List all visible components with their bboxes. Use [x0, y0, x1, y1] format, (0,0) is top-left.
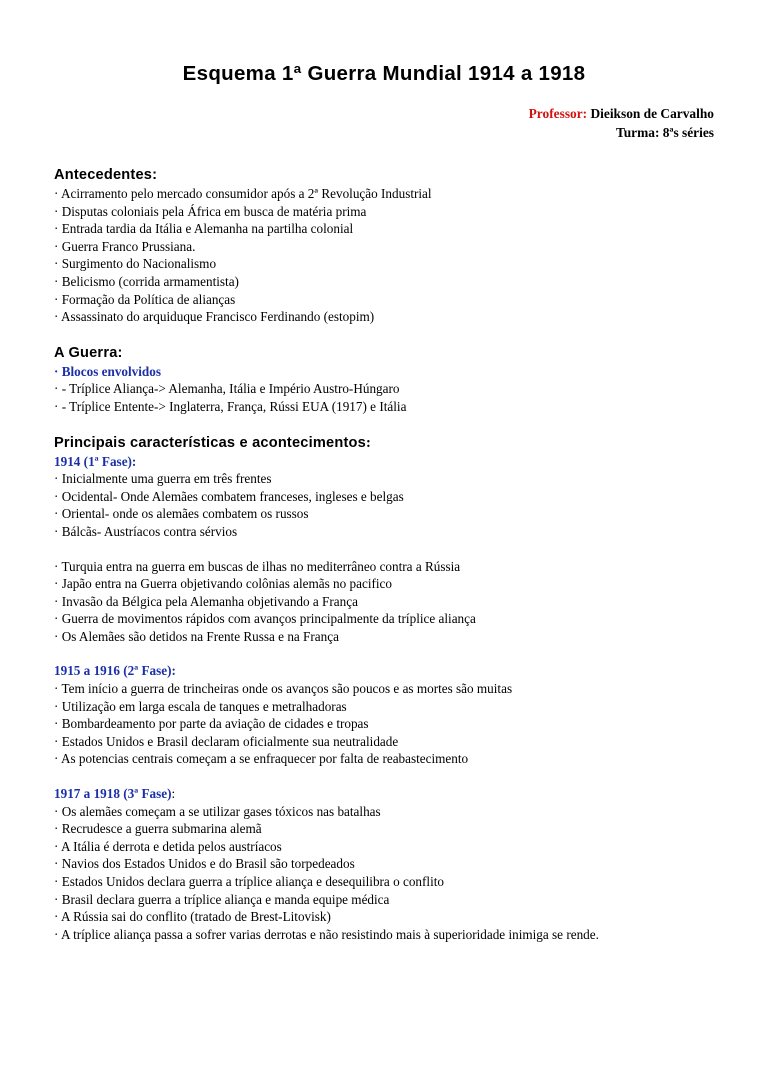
- guerra-list: [54, 380, 724, 415]
- list-item: · Oriental- onde os alemães combatem os russos: [54, 506, 309, 522]
- list-item: · Acirramento pelo mercado consumidor após a 2ª Revolução Industrial: [54, 186, 432, 201]
- fase1-list-b: [54, 558, 724, 646]
- list-item: · Inicialmente uma guerra em três frentes: [54, 471, 272, 487]
- caracteristicas-heading: Principais características e acontecimentos:: [54, 434, 372, 451]
- list-item: · Formação da Política de alianças: [54, 291, 236, 307]
- list-item: · Estados Unidos declara guerra a tríplice aliança e desequilibra o conflito: [54, 874, 444, 889]
- list-item: · Surgimento do Nacionalismo: [54, 256, 217, 272]
- fase3-label: 1917 a 1918 (3ª Fase): [54, 786, 172, 802]
- turma-line: Turma: 8ªs séries: [616, 125, 714, 140]
- antecedentes-heading: Antecedentes:: [54, 167, 158, 183]
- list-item: · Navios dos Estados Unidos e do Brasil são torpedeados: [54, 856, 355, 872]
- list-item: · - Tríplice Aliança-> Alemanha, Itália e Império Austro-Húngaro: [54, 381, 400, 397]
- fase2-list: [54, 680, 724, 768]
- list-item: · A Itália é derrota e detida pelos austríacos: [54, 838, 282, 854]
- list-item: · Japão entra na Guerra objetivando colônias alemãs no pacifico: [54, 576, 392, 592]
- list-item: · A Rússia sai do conflito (tratado de Brest-Litovisk): [54, 909, 331, 925]
- list-item: · Ocidental- Onde Alemães combatem franceses, ingleses e belgas: [54, 488, 404, 504]
- fase3-label-line: 1917 a 1918 (3ª Fase):: [54, 786, 176, 802]
- blocos-label: Blocos envolvidos: [61, 363, 161, 379]
- list-item: · Bálcãs- Austríacos contra sérvios: [54, 523, 238, 539]
- list-item-blocos: · Blocos envolvidos: [54, 363, 161, 379]
- professor-name: Dieikson de Carvalho: [590, 106, 714, 121]
- list-item: · Turquia entra na guerra em buscas de ilhas no mediterrâneo contra a Rússia: [54, 558, 461, 574]
- list-item: · Estados Unidos e Brasil declaram oficialmente sua neutralidade: [54, 733, 399, 749]
- professor-label: Professor:: [528, 106, 588, 121]
- list-item: · Bombardeamento por parte da aviação de cidades e tropas: [54, 716, 369, 732]
- list-item: · Belicismo (corrida armamentista): [54, 273, 239, 289]
- list-item: · Utilização em larga escala de tanques e metralhadoras: [54, 698, 347, 714]
- list-item: · Os alemães começam a se utilizar gases tóxicos nas batalhas: [54, 803, 381, 819]
- list-item: · Invasão da Bélgica pela Alemanha objetivando a França: [54, 593, 358, 609]
- document-body: [54, 166, 724, 943]
- fase2-label: 1915 a 1916 (2ª Fase):: [54, 663, 176, 679]
- page-title: Esquema 1ª Guerra Mundial 1914 a 1918: [182, 62, 586, 85]
- list-item: · Guerra de movimentos rápidos com avanços principalmente da tríplice aliança: [54, 611, 476, 627]
- list-item: · A tríplice aliança passa a sofrer varias derrotas e não resistindo mais à superioridade inimiga se rende.: [54, 926, 599, 942]
- professor-line: [529, 104, 714, 123]
- list-item: · Os Alemães são detidos na Frente Russa e na França: [54, 628, 339, 644]
- list-item: · Guerra Franco Prussiana.: [54, 238, 196, 254]
- credits-block: [529, 104, 714, 142]
- fase3-list: [54, 803, 724, 944]
- fase1-list-a: [54, 470, 724, 540]
- list-item: · Tem início a guerra de trincheiras onde os avanços são poucos e as mortes são muitas: [54, 681, 513, 697]
- list-item: · Disputas coloniais pela África em busca de matéria prima: [54, 203, 367, 219]
- list-item: · As potencias centrais começam a se enfraquecer por falta de reabastecimento: [54, 751, 469, 767]
- list-item: · Recrudesce a guerra submarina alemã: [54, 821, 262, 837]
- list-item: · Entrada tardia da Itália e Alemanha na partilha colonial: [54, 221, 354, 237]
- list-item: · - Tríplice Entente-> Inglaterra, França, Rússi EUA (1917) e Itália: [54, 398, 407, 414]
- fase1-label: 1914 (1ª Fase):: [54, 453, 137, 469]
- list-item: · Assassinato do arquiduque Francisco Ferdinando (estopim): [54, 309, 375, 325]
- list-item: · Brasil declara guerra a tríplice aliança e manda equipe médica: [54, 891, 390, 907]
- antecedentes-list: [54, 185, 724, 326]
- guerra-heading: A Guerra:: [54, 344, 123, 361]
